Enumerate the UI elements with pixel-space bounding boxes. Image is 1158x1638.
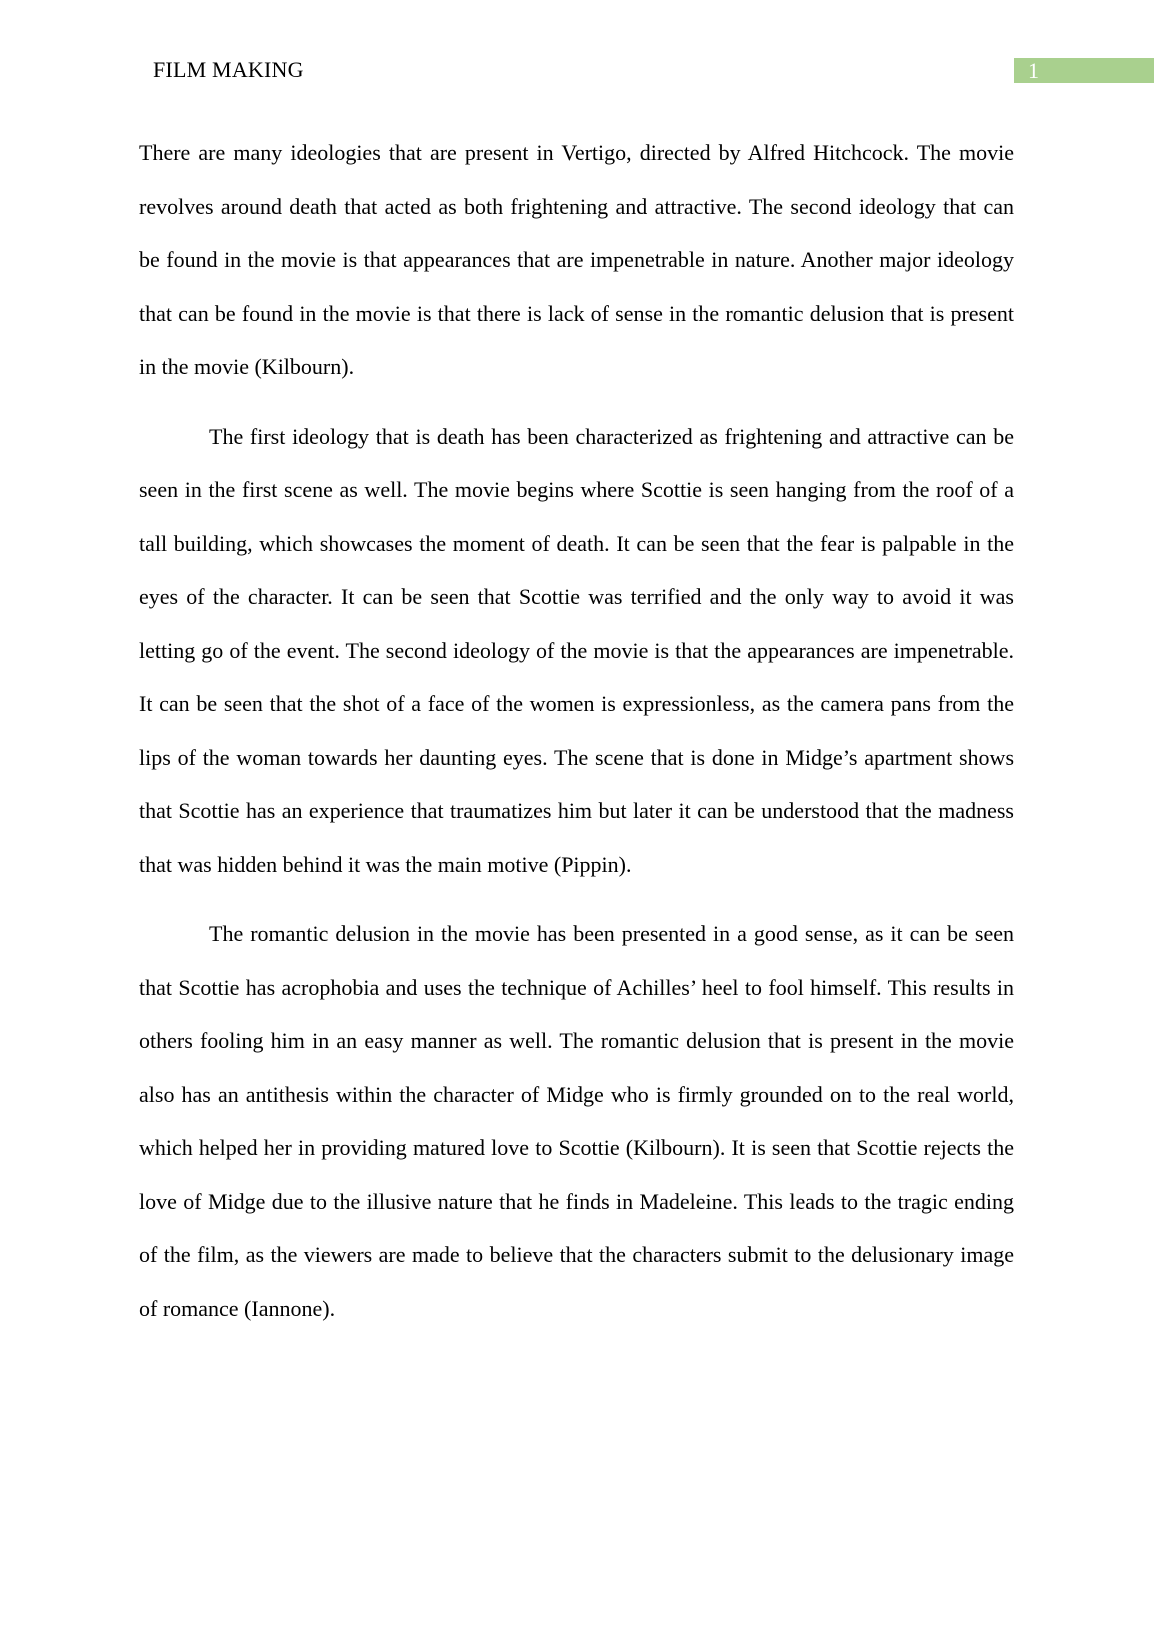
document-body [139,126,1014,1351]
running-header-title: FILM MAKING [153,57,304,82]
paragraph-intro: There are many ideologies that are present in Vertigo, directed by Alfred Hitchcock. The movie revolves around death that acted as both frightening and attractive. The second ideology that can be found in the movie is that appearances that are impenetrable in nature. Another major ideology that can be found in the movie is that there is lack of sense in the romantic delusion that is present in the movie (Kilbourn). [139,140,1014,379]
page-number: 1 [1028,58,1039,83]
paragraph-romantic-delusion: The romantic delusion in the movie has been presented in a good sense, as it can be seen that Scottie has acrophobia and uses the technique of Achilles’ heel to fool himself. This results in others fooling him in an easy manner as well. The romantic delusion that is present in the movie also has an antithesis within the character of Midge who is firmly grounded on to the real world, which helped her in providing matured love to Scottie (Kilbourn). It is seen that Scottie rejects the love of Midge due to the illusive nature that he finds in Madeleine. This leads to the tragic ending of the film, as the viewers are made to believe that the characters submit to the delusionary image of romance (Iannone). [139,921,1014,1321]
paragraph-death-ideology: The first ideology that is death has been characterized as frightening and attractive can be seen in the first scene as well. The movie begins where Scottie is seen hanging from the roof of a tall building, which showcases the moment of death. It can be seen that the fear is palpable in the eyes of the character. It can be seen that Scottie was terrified and the only way to avoid it was letting go of the event. The second ideology of the movie is that the appearances are impenetrable. It can be seen that the shot of a face of the women is expressionless, as the camera pans from the lips of the woman towards her daunting eyes. The scene that is done in Midge’s apartment shows that Scottie has an experience that traumatizes him but later it can be understood that the madness that was hidden behind it was the main motive (Pippin). [139,423,1014,877]
page-number-box [1014,58,1154,83]
